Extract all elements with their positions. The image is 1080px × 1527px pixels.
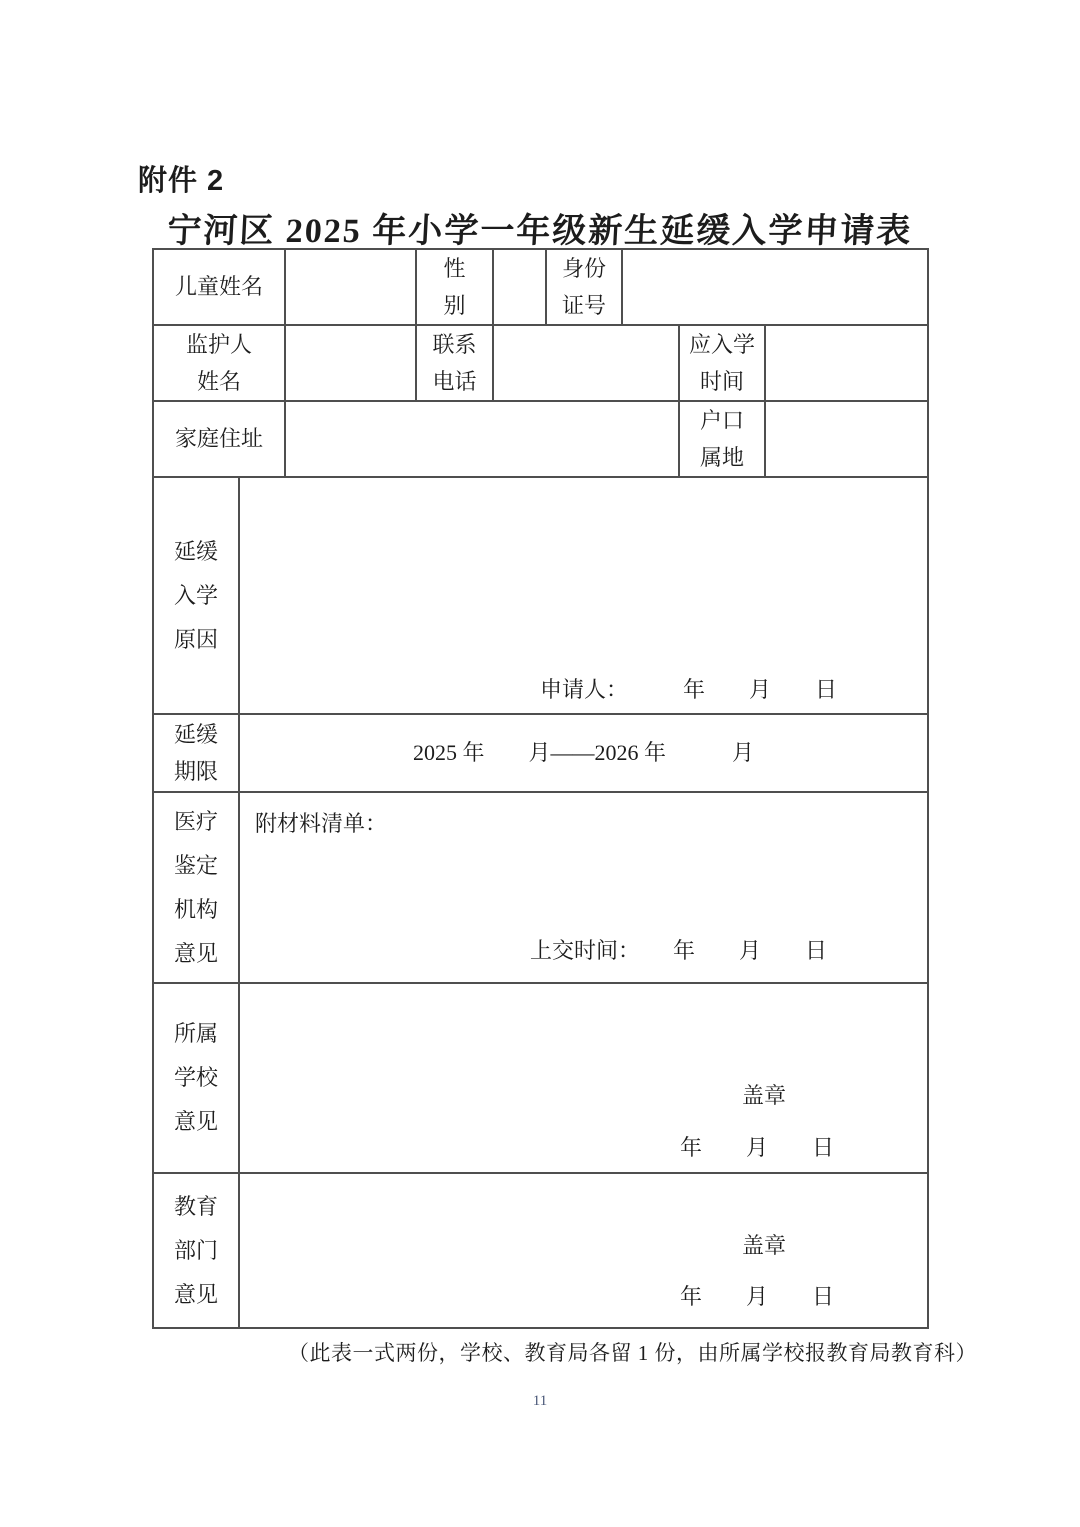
footer-note: （此表一式两份，学校、教育局各留 1 份，由所属学校报教育局教育科） — [288, 1341, 977, 1365]
gender-value-cell — [493, 249, 546, 325]
application-form-table — [152, 248, 929, 1329]
education-stamp-label: 盖章 — [742, 1233, 787, 1258]
home-address-value-cell — [285, 401, 679, 477]
row-defer-period — [153, 714, 928, 792]
form-title: 宁河区 2025 年小学一年级新生延缓入学申请表 — [166, 213, 914, 250]
row-school-opinion — [153, 983, 928, 1173]
page-number: 11 — [532, 1393, 548, 1409]
home-address-label: 家庭住址 — [153, 401, 285, 477]
row-defer-reason — [153, 477, 928, 714]
school-date-line: 年 月 日 — [680, 1135, 835, 1160]
materials-list-label: 附材料清单： — [255, 811, 388, 836]
medical-opinion-label: 医疗 鉴定 机构 意见 — [153, 792, 239, 983]
defer-period-value: 2025 年 月——2026 年 月 — [239, 714, 928, 792]
defer-period-label: 延缓 期限 — [153, 714, 239, 792]
id-number-value-cell — [622, 249, 928, 325]
household-location-label: 户口 属地 — [679, 401, 765, 477]
school-stamp-label: 盖章 — [742, 1083, 787, 1108]
enrollment-time-value-cell — [765, 325, 928, 401]
row-child-info — [153, 249, 928, 325]
education-stamp-block — [680, 1231, 834, 1312]
child-name-label: 儿童姓名 — [153, 249, 285, 325]
school-opinion-content-cell — [239, 983, 928, 1173]
medical-opinion-content-cell — [239, 792, 928, 983]
contact-phone-value-cell — [493, 325, 679, 401]
row-address — [153, 401, 928, 477]
defer-reason-content-cell — [239, 477, 928, 714]
gender-label: 性 别 — [416, 249, 493, 325]
education-date-line: 年 月 日 — [680, 1284, 835, 1309]
row-guardian-info — [153, 325, 928, 401]
id-number-label: 身份 证号 — [546, 249, 622, 325]
education-opinion-label: 教育 部门 意见 — [153, 1173, 239, 1328]
defer-reason-label: 延缓 入学 原因 — [153, 477, 239, 714]
enrollment-time-label: 应入学 时间 — [679, 325, 765, 401]
submit-time-line: 上交时间： 年 月 日 — [530, 938, 828, 963]
guardian-name-value-cell — [285, 325, 416, 401]
school-opinion-label: 所属 学校 意见 — [153, 983, 239, 1173]
education-opinion-content-cell — [239, 1173, 928, 1328]
applicant-signature-line: 申请人： 年 月 日 — [540, 677, 838, 702]
row-education-opinion — [153, 1173, 928, 1328]
row-medical-opinion — [153, 792, 928, 983]
school-stamp-block — [680, 1081, 834, 1163]
contact-phone-label: 联系 电话 — [416, 325, 493, 401]
child-name-value-cell — [285, 249, 416, 325]
attachment-label: 附件 2 — [138, 165, 225, 197]
guardian-name-label: 监护人 姓名 — [153, 325, 285, 401]
household-location-value-cell — [765, 401, 928, 477]
